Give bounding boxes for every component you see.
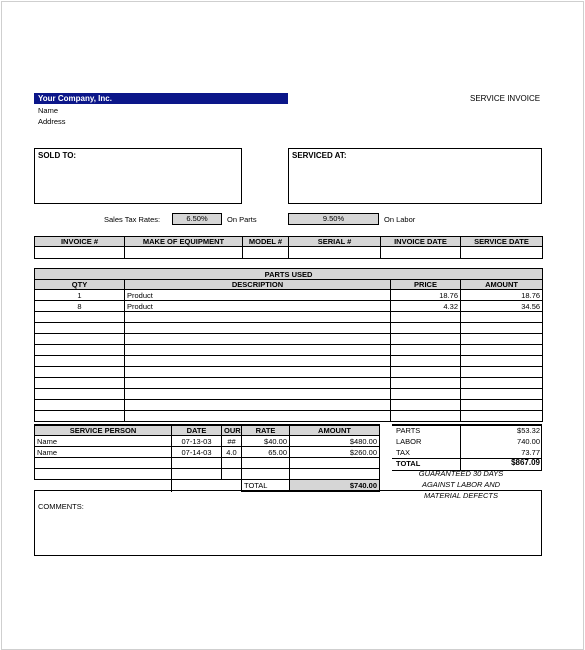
- company-contact-name: Name: [38, 106, 59, 115]
- price-cell[interactable]: 18.76: [391, 290, 461, 301]
- service-person-cell[interactable]: Name: [35, 447, 172, 458]
- parts-header-row: [35, 280, 543, 290]
- labor-header-row: [35, 425, 380, 436]
- table-row: [35, 400, 543, 411]
- labor-total-label: TOTAL: [242, 480, 290, 492]
- date-header: DATE: [172, 425, 222, 436]
- hours-cell[interactable]: 4.0: [222, 447, 242, 458]
- hours-header: OUR: [222, 425, 242, 436]
- summary-tax-value: 73.77: [521, 448, 540, 457]
- table-row: [35, 356, 543, 367]
- amount-cell[interactable]: [461, 323, 543, 334]
- tax-rates-label: Sales Tax Rates:: [104, 215, 161, 224]
- invoice-date-header: INVOICE DATE: [381, 237, 461, 247]
- qty-cell[interactable]: 1: [35, 290, 125, 301]
- rate-cell[interactable]: [242, 458, 290, 469]
- amount-cell[interactable]: [461, 389, 543, 400]
- description-cell[interactable]: [125, 323, 391, 334]
- summary-labor-label: LABOR: [396, 437, 422, 446]
- qty-cell[interactable]: [35, 378, 125, 389]
- summary-total-label: TOTAL: [396, 459, 421, 468]
- qty-cell[interactable]: [35, 334, 125, 345]
- labor-amount-cell[interactable]: [290, 458, 380, 469]
- table-row: [35, 290, 543, 301]
- description-cell[interactable]: [125, 411, 391, 422]
- guarantee-line: GUARANTEED 30 DAYS: [418, 469, 504, 478]
- parts-tax-label: On Parts: [227, 215, 257, 224]
- price-cell[interactable]: [391, 356, 461, 367]
- description-cell[interactable]: [125, 345, 391, 356]
- comments-label: COMMENTS:: [38, 502, 84, 511]
- rate-cell[interactable]: $40.00: [242, 436, 290, 447]
- make-of-equipment-cell[interactable]: [125, 247, 243, 259]
- parts-used-title: PARTS USED: [35, 269, 543, 280]
- qty-cell[interactable]: [35, 345, 125, 356]
- summary-labor-value: 740.00: [517, 437, 540, 446]
- table-row: [35, 458, 380, 469]
- price-cell[interactable]: [391, 411, 461, 422]
- table-row: [35, 469, 380, 480]
- description-cell[interactable]: Product: [125, 301, 391, 312]
- rate-header: RATE: [242, 425, 290, 436]
- labor-amount-header: AMOUNT: [290, 425, 380, 436]
- company-name-bar: [34, 93, 288, 104]
- service-date-cell[interactable]: [461, 247, 543, 259]
- description-cell[interactable]: [125, 356, 391, 367]
- amount-cell[interactable]: [461, 334, 543, 345]
- price-cell[interactable]: [391, 378, 461, 389]
- description-cell[interactable]: [125, 367, 391, 378]
- qty-cell[interactable]: [35, 312, 125, 323]
- guarantee-line: AGAINST LABOR AND: [421, 480, 501, 489]
- invoice-info-table: [34, 236, 543, 259]
- description-cell[interactable]: [125, 334, 391, 345]
- table-row: [35, 389, 543, 400]
- table-row: [35, 436, 380, 447]
- labor-table: [34, 424, 380, 492]
- date-cell[interactable]: [172, 469, 222, 480]
- serviced-at-box[interactable]: [288, 148, 542, 204]
- qty-cell[interactable]: [35, 411, 125, 422]
- date-cell[interactable]: 07-14-03: [172, 447, 222, 458]
- amount-cell[interactable]: 18.76: [461, 290, 543, 301]
- table-row: [35, 334, 543, 345]
- summary-divider: [460, 424, 461, 471]
- service-person-cell[interactable]: [35, 458, 172, 469]
- invoice-date-cell[interactable]: [381, 247, 461, 259]
- summary-parts-value: $53.32: [517, 426, 540, 435]
- guarantee-line: MATERIAL DEFECTS: [424, 491, 498, 500]
- price-cell[interactable]: [391, 389, 461, 400]
- price-header: PRICE: [391, 280, 461, 290]
- summary-total-value: $867.09: [511, 458, 540, 467]
- date-cell[interactable]: [172, 458, 222, 469]
- description-cell[interactable]: Product: [125, 290, 391, 301]
- amount-cell[interactable]: [461, 411, 543, 422]
- table-row: [35, 323, 543, 334]
- service-person-cell[interactable]: [35, 469, 172, 480]
- summary-tax-label: TAX: [396, 448, 411, 457]
- qty-header: QTY: [35, 280, 125, 290]
- price-cell[interactable]: [391, 345, 461, 356]
- make-of-equipment-header: MAKE OF EQUIPMENT: [125, 237, 243, 247]
- price-cell[interactable]: [391, 400, 461, 411]
- service-person-header: SERVICE PERSON: [35, 425, 172, 436]
- company-address: Address: [38, 117, 66, 126]
- labor-amount-cell[interactable]: [290, 469, 380, 480]
- rate-cell[interactable]: [242, 469, 290, 480]
- description-cell[interactable]: [125, 312, 391, 323]
- sold-to-label: SOLD TO:: [38, 151, 77, 160]
- table-row: [35, 345, 543, 356]
- price-cell[interactable]: [391, 367, 461, 378]
- qty-cell[interactable]: [35, 367, 125, 378]
- labor-tax-label: On Labor: [384, 215, 416, 224]
- price-cell[interactable]: [391, 334, 461, 345]
- table-row: [35, 447, 380, 458]
- invoice-number-cell[interactable]: [35, 247, 125, 259]
- amount-cell[interactable]: [461, 378, 543, 389]
- description-header: DESCRIPTION: [125, 280, 391, 290]
- amount-cell[interactable]: 34.56: [461, 301, 543, 312]
- invoice-info-value-row: [35, 247, 543, 259]
- price-cell[interactable]: [391, 323, 461, 334]
- document-title: SERVICE INVOICE: [470, 94, 541, 103]
- service-date-header: SERVICE DATE: [461, 237, 543, 247]
- hours-cell[interactable]: [222, 469, 242, 480]
- amount-cell[interactable]: [461, 345, 543, 356]
- amount-header: AMOUNT: [461, 280, 543, 290]
- qty-cell[interactable]: 8: [35, 301, 125, 312]
- service-person-cell[interactable]: Name: [35, 436, 172, 447]
- amount-cell[interactable]: [461, 367, 543, 378]
- hours-cell[interactable]: [222, 458, 242, 469]
- qty-cell[interactable]: [35, 356, 125, 367]
- serial-number-cell[interactable]: [289, 247, 381, 259]
- description-cell[interactable]: [125, 389, 391, 400]
- amount-cell[interactable]: [461, 356, 543, 367]
- description-cell[interactable]: [125, 400, 391, 411]
- price-cell[interactable]: [391, 312, 461, 323]
- labor-amount-cell[interactable]: $260.00: [290, 447, 380, 458]
- amount-cell[interactable]: [461, 312, 543, 323]
- hours-cell[interactable]: ##: [222, 436, 242, 447]
- company-name: Your Company, Inc.: [38, 94, 112, 103]
- qty-cell[interactable]: [35, 323, 125, 334]
- labor-amount-cell[interactable]: $480.00: [290, 436, 380, 447]
- table-row: [35, 301, 543, 312]
- summary-parts-label: PARTS: [396, 426, 421, 435]
- amount-cell[interactable]: [461, 400, 543, 411]
- parts-tax-rate-field[interactable]: 6.50%: [172, 213, 222, 225]
- qty-cell[interactable]: [35, 389, 125, 400]
- date-cell[interactable]: 07-13-03: [172, 436, 222, 447]
- qty-cell[interactable]: [35, 400, 125, 411]
- sold-to-box[interactable]: [34, 148, 242, 204]
- serial-number-header: SERIAL #: [289, 237, 381, 247]
- model-number-cell[interactable]: [243, 247, 289, 259]
- price-cell[interactable]: 4.32: [391, 301, 461, 312]
- comments-box[interactable]: [34, 490, 542, 556]
- table-row: [35, 411, 543, 422]
- table-row: [35, 312, 543, 323]
- table-row: [35, 367, 543, 378]
- invoice-number-header: INVOICE #: [35, 237, 125, 247]
- labor-total-value: $740.00: [290, 480, 380, 492]
- parts-used-table: [34, 268, 543, 422]
- labor-tax-rate-field[interactable]: 9.50%: [288, 213, 379, 225]
- description-cell[interactable]: [125, 378, 391, 389]
- parts-title-row: [35, 269, 543, 280]
- invoice-info-header-row: [35, 237, 543, 247]
- rate-cell[interactable]: 65.00: [242, 447, 290, 458]
- serviced-at-label: SERVICED AT:: [292, 151, 347, 160]
- model-number-header: MODEL #: [243, 237, 289, 247]
- table-row: [35, 378, 543, 389]
